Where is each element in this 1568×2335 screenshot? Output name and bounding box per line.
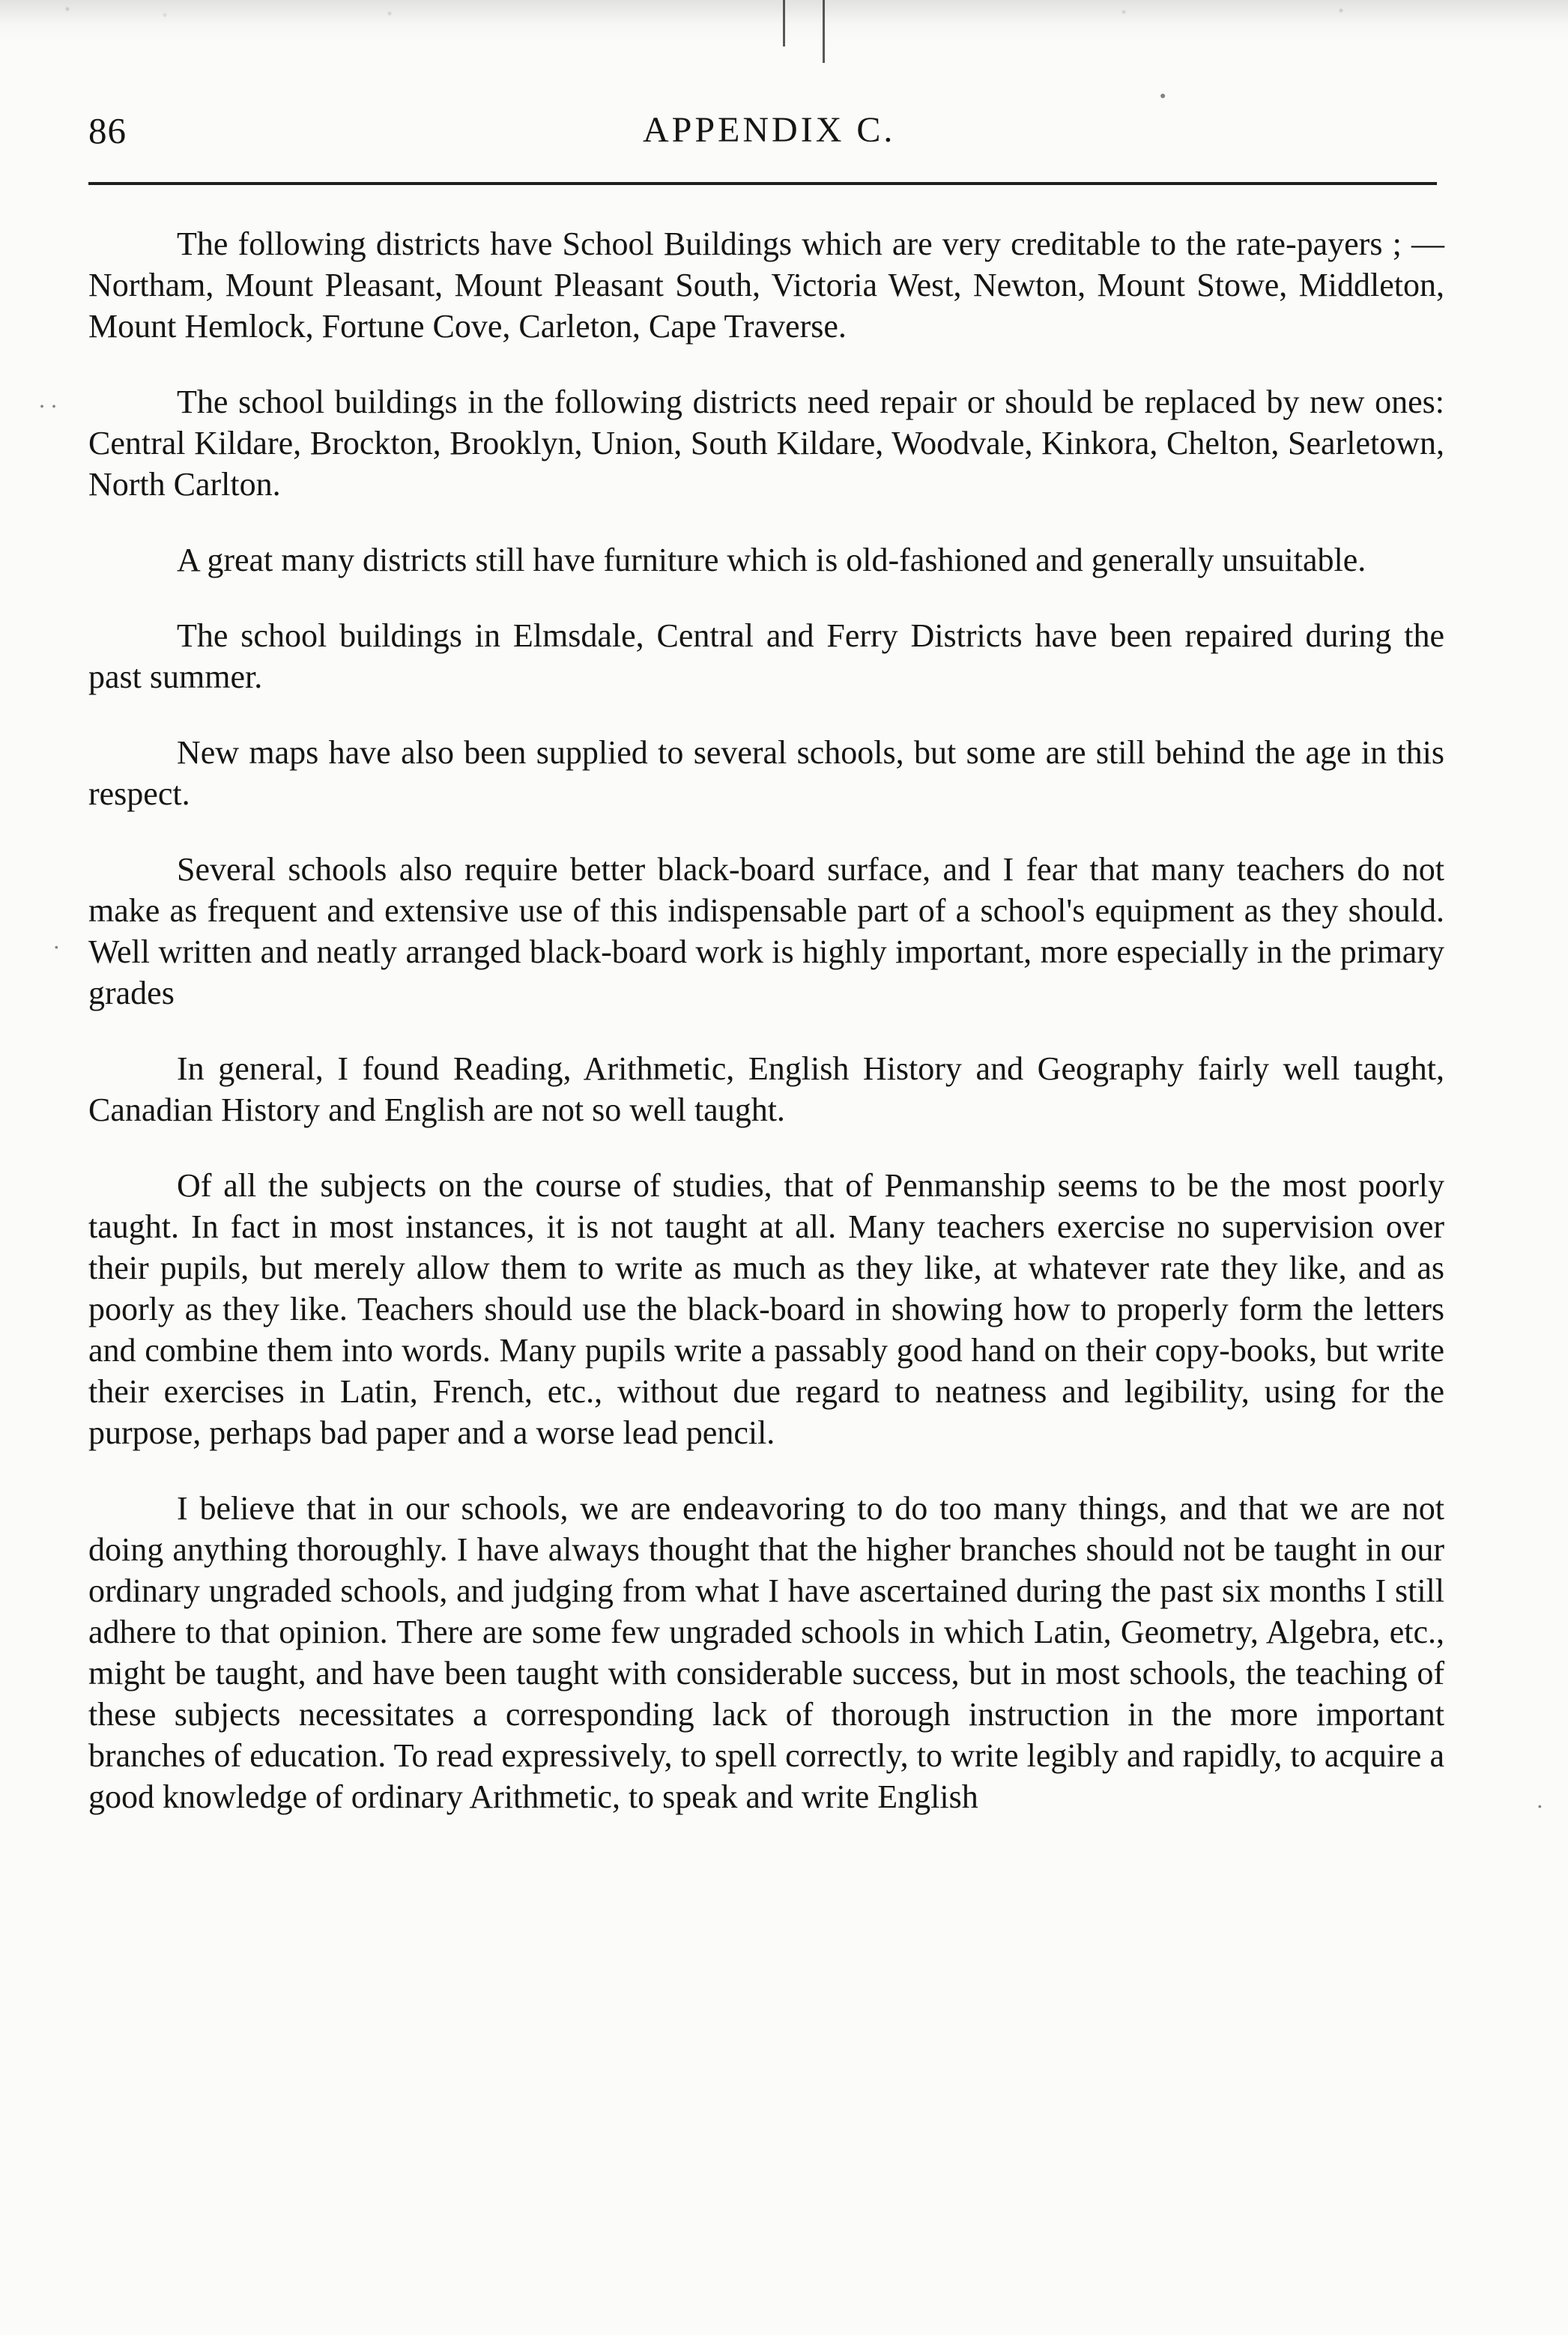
paragraph-subject-teaching-quality: In general, I found Reading, Arithmetic, English History and Geography fairly well taught, Canadian History and English are not so well taught. bbox=[88, 1050, 1444, 1128]
paragraph-penmanship: Of all the subjects on the course of studies, that of Penmanship seems to be the most poorly taught. In fact in most instances, it is not taught at all. Many teachers exercise no supervision over their pupils, but merely allow them to write as much as they like, at whatever rate they like, and as poorly as they like. Teachers should use the black-board in showing how to properly form the letters and combine them into words. Many pupils write a passably good hand on their copy-books, but write their exercises in Latin, French, etc., without due regard to neatness and legibility, using for the purpose, perhaps bad paper and a worse lead pencil. bbox=[88, 1167, 1444, 1451]
paragraph-school-priorities: I believe that in our schools, we are endeavoring to do too many things, and that we are not doing anything thoroughly. I have always thought that the higher branches should not be taught in our ordinary ungraded schools, and judging from what I have ascertained during the past six months I still adhere to that opinion. There are some few ungraded schools in which Latin, Geometry, Algebra, etc., might be taught, and have been taught with considerable success, but in most schools, the teaching of these subjects necessitates a corresponding lack of thorough instruction in the more important branches of education. To read expressively, to spell correctly, to write legibly and rapidly, to acquire a good knowledge of ordinary Arithmetic, to speak and write English bbox=[88, 1490, 1444, 1815]
paragraph-new-maps: New maps have also been supplied to several schools, but some are still behind the age in this respect. bbox=[88, 734, 1444, 812]
paragraph-creditable-school-buildings: The following districts have School Buildings which are very creditable to the rate-payers ; — Northam, Mount Pleasant, Mount Pleasant South, Victoria West, Newton, Mount Stowe, Middleton, Mount Hemlock, Fortune Cove, Carleton, Cape Traverse. bbox=[88, 225, 1444, 345]
running-title: APPENDIX C. bbox=[643, 110, 896, 150]
scan-dot-margin: · bbox=[52, 933, 61, 960]
scan-gutter-line-left bbox=[783, 0, 785, 46]
paragraph-old-furniture: A great many districts still have furniture which is old-fashioned and generally unsuitable. bbox=[177, 542, 1366, 578]
page-number: 86 bbox=[88, 110, 127, 151]
page-header bbox=[88, 112, 1437, 165]
scan-dot-right: · bbox=[1536, 1793, 1544, 1820]
report-body bbox=[88, 223, 1444, 1817]
paragraph-buildings-needing-repair: The school buildings in the following districts need repair or should be replaced by new ones: Central Kildare, Brockton, Brooklyn, Union, South Kildare, Woodvale, Kinkora, Chelton, Searletown, North Carlton. bbox=[88, 384, 1444, 503]
scan-gutter-line-right bbox=[823, 0, 825, 63]
paragraph-blackboard-surface: Several schools also require better black-board surface, and I fear that many teachers do not make as frequent and extensive use of this indispensable part of a school's equipment as they should. Well written and neatly arranged black-board work is highly important, more especially in the primary grades bbox=[88, 851, 1444, 1011]
scan-dot-top-right: ● bbox=[1160, 91, 1166, 102]
scan-dot-left: . . bbox=[39, 386, 57, 413]
paragraph-repaired-buildings: The school buildings in Elmsdale, Central and Ferry Districts have been repaired during the past summer. bbox=[88, 617, 1444, 695]
header-rule bbox=[88, 182, 1437, 185]
